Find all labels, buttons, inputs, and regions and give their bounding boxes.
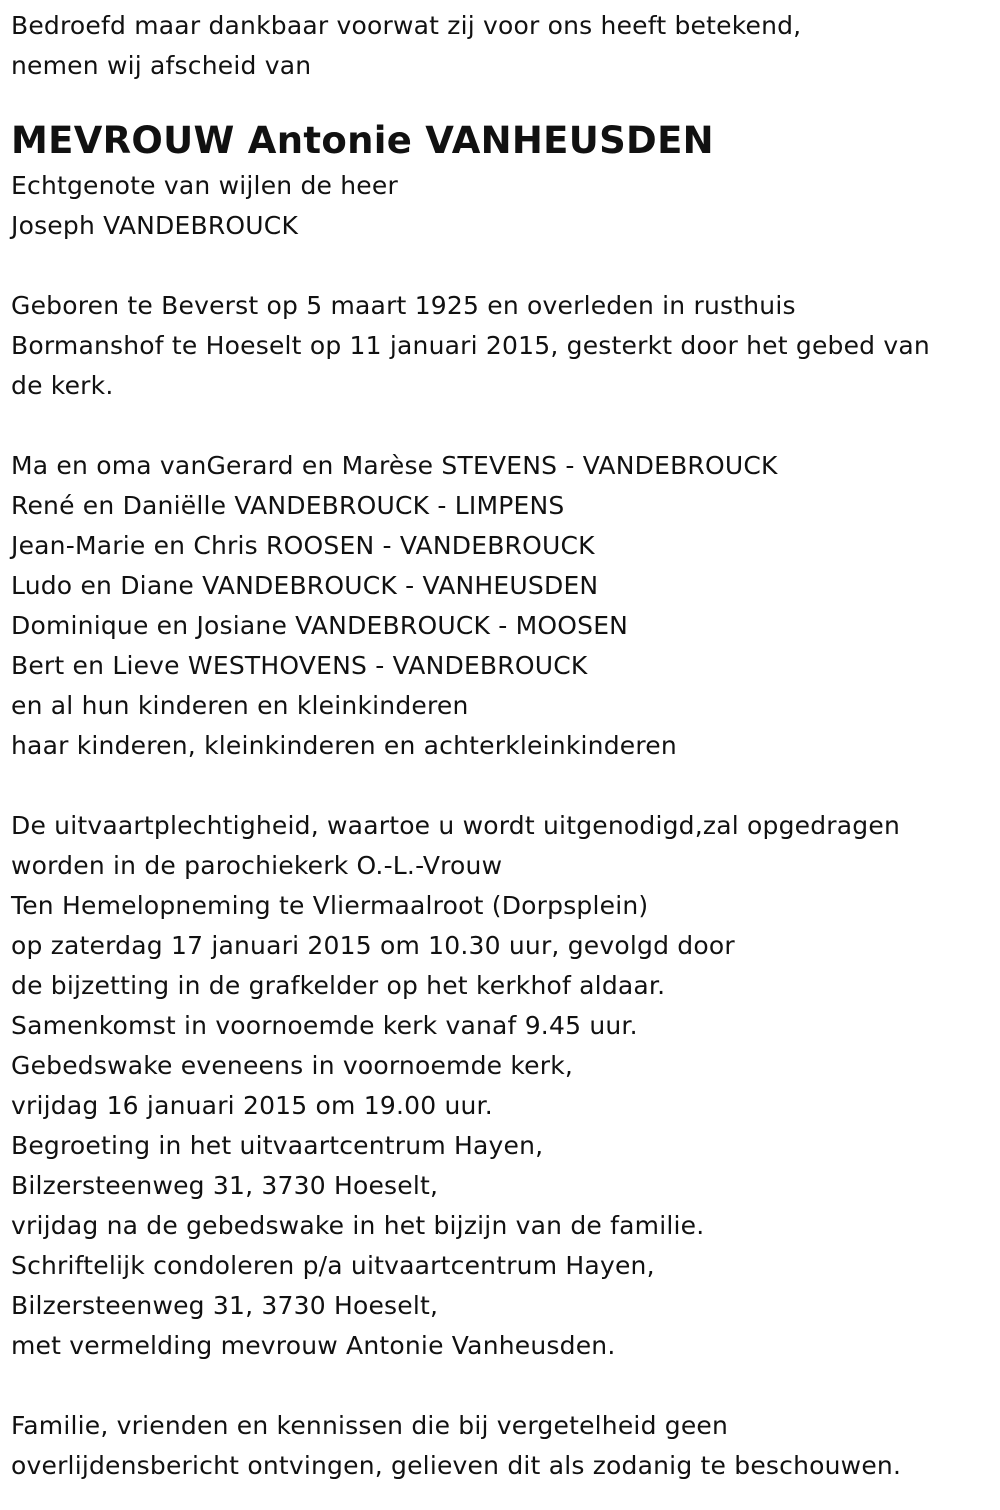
intro-line: Bedroefd maar dankbaar voorwat zij voor ons heeft betekend, <box>11 11 802 40</box>
ceremony-line: de bijzetting in de grafkelder op het kerkhof aldaar. <box>11 971 666 1000</box>
birth-death-line: de kerk. <box>11 371 114 400</box>
spacer <box>11 246 991 286</box>
intro-section <box>11 6 991 86</box>
ceremony-line: met vermelding mevrouw Antonie Vanheusden. <box>11 1331 616 1360</box>
death-notice <box>11 6 991 1486</box>
family-line: Ma en oma vanGerard en Marèse STEVENS - VANDEBROUCK <box>11 451 778 480</box>
family-line: Jean-Marie en Chris ROOSEN - VANDEBROUCK <box>11 531 595 560</box>
ceremony-line: op zaterdag 17 januari 2015 om 10.30 uur, gevolgd door <box>11 931 735 960</box>
birth-death-section <box>11 286 991 406</box>
deceased-section <box>11 116 991 246</box>
ceremony-line: worden in de parochiekerk O.-L.-Vrouw <box>11 851 503 880</box>
intro-line: nemen wij afscheid van <box>11 51 312 80</box>
birth-death-line: Bormanshof te Hoeselt op 11 januari 2015, gesterkt door het gebed van <box>11 331 930 360</box>
birth-death-line: Geboren te Beverst op 5 maart 1925 en overleden in rusthuis <box>11 291 796 320</box>
ceremony-line: Ten Hemelopneming te Vliermaalroot (Dorpsplein) <box>11 891 649 920</box>
spacer <box>11 406 991 446</box>
family-line: en al hun kinderen en kleinkinderen <box>11 691 469 720</box>
ceremony-line: Bilzersteenweg 31, 3730 Hoeselt, <box>11 1171 439 1200</box>
ceremony-line: De uitvaartplechtigheid, waartoe u wordt uitgenodigd,zal opgedragen <box>11 811 900 840</box>
family-line: Dominique en Josiane VANDEBROUCK - MOOSEN <box>11 611 629 640</box>
family-line: René en Daniëlle VANDEBROUCK - LIMPENS <box>11 491 565 520</box>
closing-line: Familie, vrienden en kennissen die bij vergetelheid geen <box>11 1411 729 1440</box>
ceremony-line: vrijdag na de gebedswake in het bijzijn van de familie. <box>11 1211 705 1240</box>
ceremony-line: Gebedswake eveneens in voornoemde kerk, <box>11 1051 574 1080</box>
family-line: haar kinderen, kleinkinderen en achterkleinkinderen <box>11 731 677 760</box>
deceased-name: MEVROUW Antonie VANHEUSDEN <box>11 119 714 162</box>
spacer <box>11 1366 991 1406</box>
family-section <box>11 446 991 766</box>
ceremony-line: Begroeting in het uitvaartcentrum Hayen, <box>11 1131 544 1160</box>
closing-line: overlijdensbericht ontvingen, gelieven dit als zodanig te beschouwen. <box>11 1451 902 1480</box>
spouse-line: Joseph VANDEBROUCK <box>11 211 299 240</box>
ceremony-line: Bilzersteenweg 31, 3730 Hoeselt, <box>11 1291 439 1320</box>
closing-section <box>11 1406 991 1486</box>
spouse-line: Echtgenote van wijlen de heer <box>11 171 398 200</box>
family-line: Ludo en Diane VANDEBROUCK - VANHEUSDEN <box>11 571 599 600</box>
family-line: Bert en Lieve WESTHOVENS - VANDEBROUCK <box>11 651 588 680</box>
ceremony-line: Schriftelijk condoleren p/a uitvaartcentrum Hayen, <box>11 1251 655 1280</box>
spacer <box>11 766 991 806</box>
ceremony-line: Samenkomst in voornoemde kerk vanaf 9.45 uur. <box>11 1011 638 1040</box>
ceremony-section <box>11 806 991 1366</box>
ceremony-line: vrijdag 16 januari 2015 om 19.00 uur. <box>11 1091 493 1120</box>
spacer <box>11 86 991 116</box>
